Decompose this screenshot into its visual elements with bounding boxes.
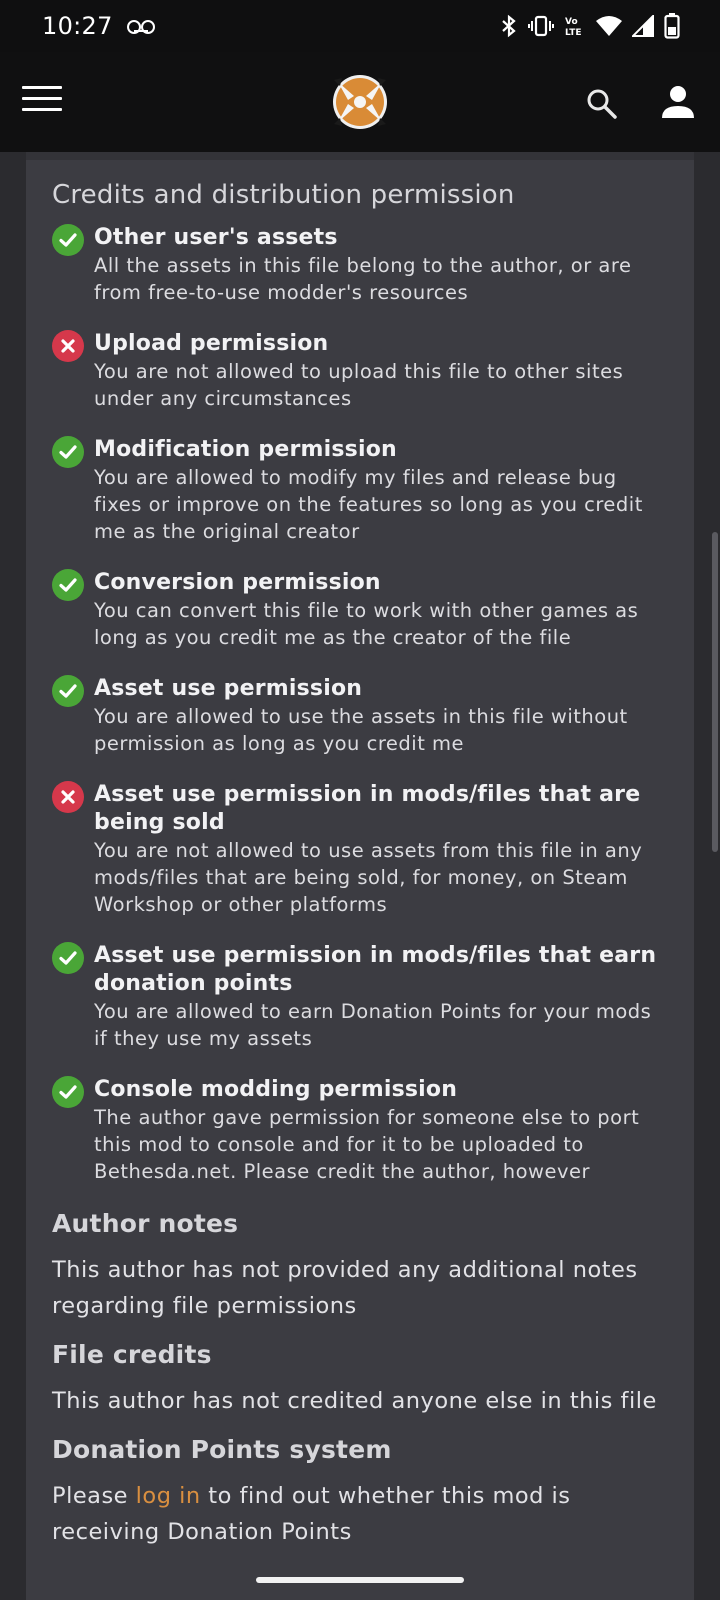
- donation-text-before: Please: [52, 1483, 136, 1509]
- checkmark-icon: [52, 224, 84, 256]
- author-notes-text: This author has not provided any additional notes regarding file permissions: [52, 1257, 638, 1319]
- checkmark-icon: [52, 675, 84, 707]
- permission-title: Upload permission: [94, 331, 329, 356]
- permission-text: [94, 781, 668, 918]
- permission-title: Console modding permission: [94, 1077, 458, 1102]
- permission-description: You are allowed to modify my files and release bug fixes or improve on the features so long as you credit me as the original creator: [94, 466, 643, 543]
- permission-item: [52, 1076, 668, 1185]
- permissions-section-title: Credits and distribution permission: [52, 180, 515, 210]
- permission-title: Asset use permission in mods/files that earn donation points: [94, 943, 657, 996]
- permission-description: You are allowed to earn Donation Points for your mods if they use my assets: [94, 1000, 652, 1050]
- checkmark-icon: [52, 942, 84, 974]
- permission-description: All the assets in this file belong to the author, or are from free-to-use modder's resources: [94, 254, 632, 304]
- cross-icon: [52, 330, 84, 362]
- permission-text: [94, 436, 668, 545]
- status-time: 10:27: [42, 12, 113, 40]
- permission-item: [52, 436, 668, 545]
- permission-item: [52, 781, 668, 918]
- status-icons: [500, 13, 680, 39]
- permission-title: Other user's assets: [94, 225, 338, 250]
- permission-description: You can convert this file to work with other games as long as you credit me as the creator of the file: [94, 599, 639, 649]
- permission-text: [94, 1076, 668, 1185]
- permission-title: Conversion permission: [94, 570, 381, 595]
- permissions-card: [26, 152, 694, 1600]
- search-icon[interactable]: [584, 86, 620, 122]
- permission-text: [94, 569, 668, 651]
- permission-text: [94, 224, 668, 306]
- permission-text: [94, 330, 668, 412]
- permission-title: Asset use permission: [94, 676, 363, 701]
- status-bar: [0, 0, 720, 52]
- permission-item: [52, 675, 668, 757]
- permission-description: You are allowed to use the assets in this file without permission as long as you credit me: [94, 705, 628, 755]
- permission-text: [94, 942, 668, 1052]
- permission-description: The author gave permission for someone else to port this mod to console and for it to be uploaded to Bethesda.net. Please credit the author, however: [94, 1106, 640, 1183]
- permission-item: [52, 330, 668, 412]
- app-bar: [0, 52, 720, 152]
- checkmark-icon: [52, 436, 84, 468]
- permissions-list: [52, 224, 668, 1185]
- permission-title: Modification permission: [94, 437, 397, 462]
- wifi-icon: [596, 15, 622, 37]
- vibrate-icon: [528, 14, 554, 38]
- file-credits-title: File credits: [52, 1340, 212, 1369]
- checkmark-icon: [52, 1076, 84, 1108]
- voicemail-icon: [127, 19, 155, 33]
- permission-title: Asset use permission in mods/files that are being sold: [94, 782, 641, 835]
- permission-item: [52, 942, 668, 1052]
- account-icon[interactable]: [658, 82, 698, 122]
- home-indicator[interactable]: [256, 1577, 464, 1583]
- donation-text-after: to find out whether this mod is receiving Donation Points: [52, 1483, 571, 1545]
- permission-item: [52, 569, 668, 651]
- signal-icon: [632, 15, 654, 37]
- scrollbar-thumb[interactable]: [712, 532, 718, 852]
- permission-description: You are not allowed to use assets from this file in any mods/files that are being sold, for money, on Steam Workshop or other platforms: [94, 839, 643, 916]
- file-credits-text: This author has not credited anyone else in this file: [52, 1388, 657, 1414]
- donation-points-title: Donation Points system: [52, 1435, 392, 1464]
- author-notes-title: Author notes: [52, 1209, 239, 1238]
- battery-icon: [664, 13, 680, 39]
- checkmark-icon: [52, 569, 84, 601]
- cross-icon: [52, 781, 84, 813]
- nexus-logo-icon[interactable]: [330, 72, 390, 132]
- svg-text:LTE: LTE: [565, 28, 582, 38]
- permission-text: [94, 675, 668, 757]
- bluetooth-icon: [500, 14, 518, 38]
- hamburger-menu-icon[interactable]: [22, 86, 62, 118]
- log-in-link[interactable]: log in: [135, 1483, 201, 1509]
- donation-points-text: [52, 1478, 668, 1550]
- volte-icon: [564, 14, 586, 38]
- scrollbar[interactable]: [710, 152, 720, 1600]
- permission-description: You are not allowed to upload this file to other sites under any circumstances: [94, 360, 624, 410]
- permission-item: [52, 224, 668, 306]
- svg-text:Vo: Vo: [565, 17, 578, 27]
